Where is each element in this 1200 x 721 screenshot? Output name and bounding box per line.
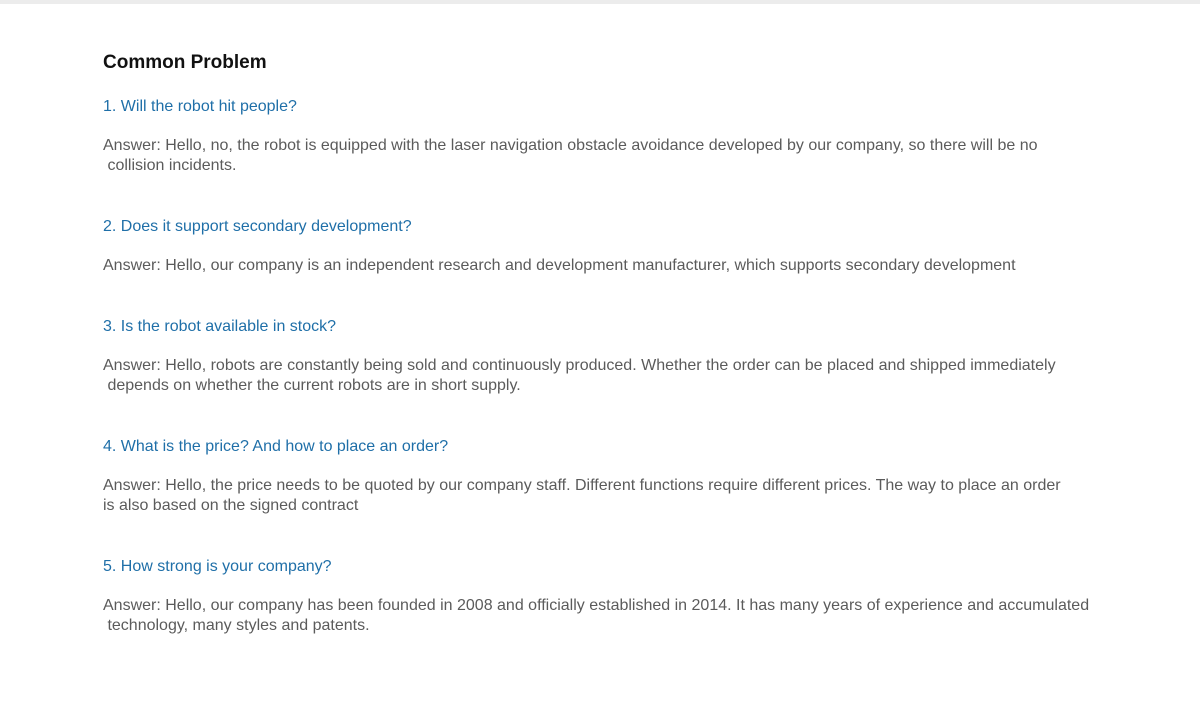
faq-answer: Answer: Hello, no, the robot is equipped with the laser navigation obstacle avoidance developed by our company, so there will be no collision incidents.	[103, 137, 1038, 174]
faq-question: 5. How strong is your company?	[103, 558, 332, 575]
faq-list	[103, 96, 1143, 676]
faq-item-company-strength	[103, 556, 1143, 676]
faq-question: 3. Is the robot available in stock?	[103, 318, 337, 335]
faq-item-price	[103, 436, 1143, 556]
faq-item-stock	[103, 316, 1143, 436]
faq-answer: Answer: Hello, the price needs to be quoted by our company staff. Different functions require different prices. The way to place an order is also based on the signed contract	[103, 477, 1061, 514]
faq-section	[103, 50, 1143, 676]
faq-question: 4. What is the price? And how to place an order?	[103, 438, 449, 455]
faq-question: 1. Will the robot hit people?	[103, 98, 297, 115]
faq-answer: Answer: Hello, our company has been founded in 2008 and officially established in 2014. It has many years of experience and accumulated technology, many styles and patents.	[103, 597, 1090, 634]
faq-item-robot-safety	[103, 96, 1143, 216]
page-title: Common Problem	[103, 52, 267, 73]
top-divider	[0, 0, 1200, 4]
faq-question: 2. Does it support secondary development?	[103, 218, 412, 235]
faq-item-secondary-development	[103, 216, 1143, 316]
faq-answer: Answer: Hello, robots are constantly being sold and continuously produced. Whether the order can be placed and shipped immediately depends on whether the current robots are in short supply.	[103, 357, 1056, 394]
faq-answer: Answer: Hello, our company is an independent research and development manufacturer, which supports secondary development	[103, 257, 1016, 274]
